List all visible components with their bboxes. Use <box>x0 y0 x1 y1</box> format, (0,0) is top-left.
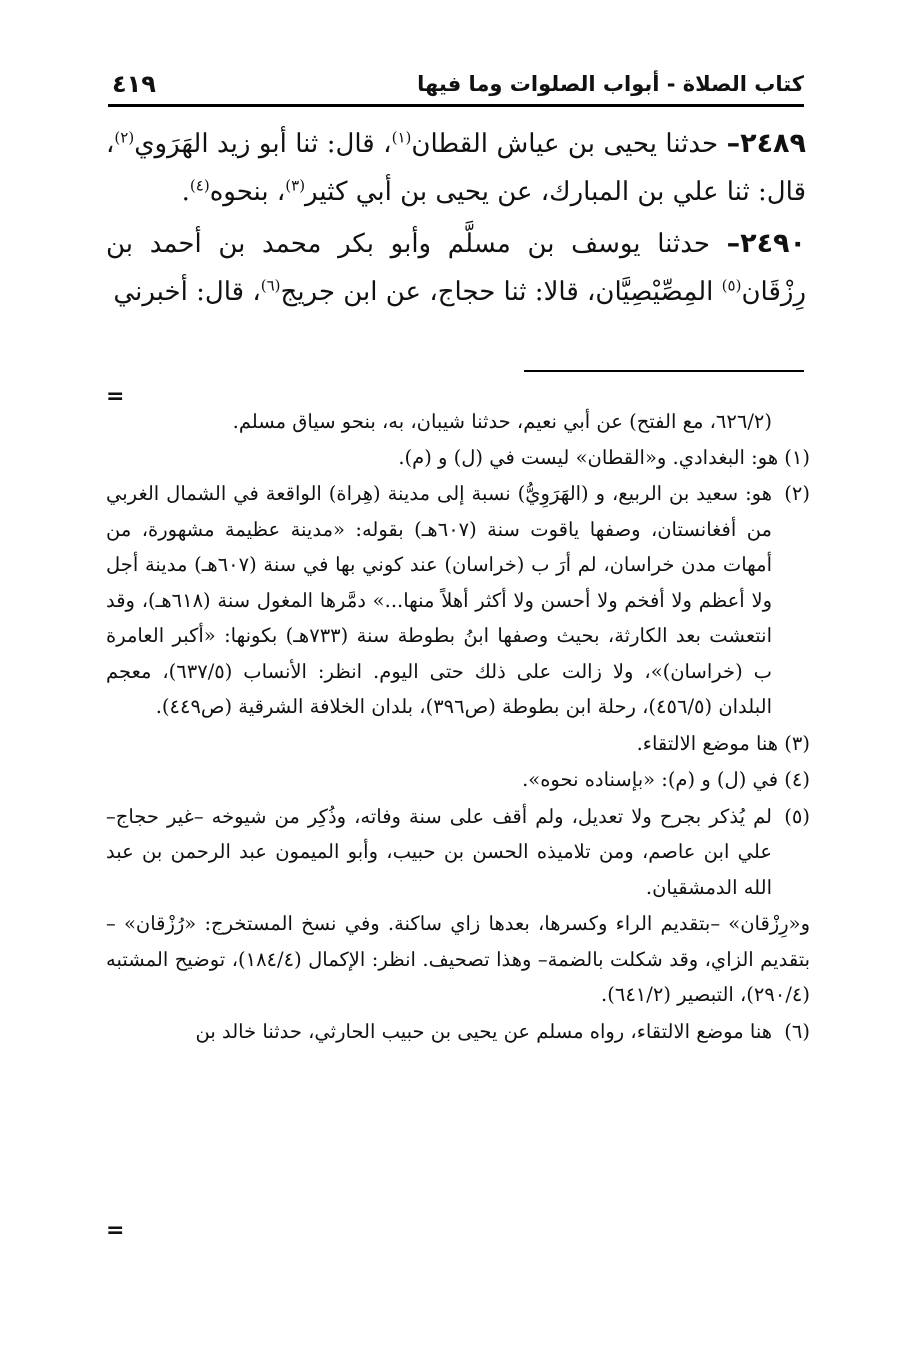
footnote-ref: (٥) <box>721 276 742 295</box>
running-title: كتاب الصلاة - أبواب الصلوات وما فيها <box>417 72 804 96</box>
hadith-text: ، قال: أخبرني <box>113 277 261 307</box>
footnote-separator <box>524 370 804 372</box>
hadith-text: المِصِّيْصِيَّان، قالا: ثنا حجاج، عن ابن جريج <box>280 277 722 307</box>
hadith-text: ، قال: ثنا علي بن المبارك، عن يحيى بن أبي كثير <box>106 129 806 207</box>
footnote-2 <box>106 476 810 725</box>
continuation-mark-top: = <box>106 384 125 409</box>
footnote-ref: (١) <box>391 128 412 147</box>
header-rule <box>108 104 804 107</box>
footnote-5-continuation: و«رِزْقان» –بتقديم الراء وكسرها، بعدها زاي ساكنة. وفي نسخ المستخرج: «رُزْقان» –بتقديم الزاي، وقد شكلت بالضمة– وهذا تصحيف. انظر: الإكمال (١٨٤/٤)، توضيح المشتبه (٢٩٠/٤)، التبصير (٦٤١/٢). <box>106 912 810 1006</box>
hadith-text: ، قال: ثنا أبو زيد الهَرَوي <box>134 129 392 159</box>
page-number: ٤١٩ <box>112 70 156 98</box>
footnote-ref: (٣) <box>285 176 306 195</box>
continuation-mark-bottom: = <box>106 1218 125 1243</box>
footnote-text: لم يُذكر بجرح ولا تعديل، ولم أقف على سنة وفاته، وذُكِر من شيوخه –غير حجاج– علي ابن عاصم، ومن تلاميذه الحسن بن حبيب، وأبو الميمون عبد الرحمن بن عبد الله الدمشقيان. <box>106 804 772 899</box>
main-text <box>106 120 806 320</box>
hadith-number: ٢٤٨٩– <box>726 128 807 159</box>
footnote-ref: (٢) <box>114 128 135 147</box>
footnote-text: هنا موضع الالتقاء، رواه مسلم عن يحيى بن حبيب الحارثي، حدثنا خالد بن <box>195 1019 772 1043</box>
hadith-2489 <box>106 120 806 216</box>
footnote-ref: (٤) <box>189 176 210 195</box>
footnote-text: هو: سعيد بن الربيع، و (الهَرَوِيُّ) نسبة إلى مدينة (هِراة) الواقعة في الشمال الغربي من أفغانستان، وصفها ياقوت سنة (٦٠٧هـ) بقوله: «مدينة عظيمة مشهورة، من أمهات مدن خراسان، لم أرَ ب (خراسان) عند كوني بها في سنة (٦٠٧هـ) مدينة أجل ولا أعظم ولا أفخم ولا أحسن ولا أكثر أهلاً منها...» دمَّرها المغول سنة (٦١٨هـ)، وقد انتعشت بعد الكارثة، بحيث وصفها ابنُ بطوطة سنة (٧٣٣هـ) بكونها: «أكبر العامرة ب (خراسان)»، ولا زالت على ذلك حتى اليوم. انظر: الأنساب (٦٣٧/٥)، معجم البلدان (٤٥٦/٥)، رحلة ابن بطوطة (ص٣٩٦)، بلدان الخلافة الشرقية (ص٤٤٩). <box>106 482 773 718</box>
hadith-text: ، بنحوه <box>209 177 286 207</box>
hadith-text: حدثنا يحيى بن عياش القطان <box>411 129 719 159</box>
hadith-number: ٢٤٩٠– <box>726 228 807 259</box>
footnote-1: (١) هو: البغدادي. و«القطان» ليست في (ل) و (م). <box>398 445 810 469</box>
footnote-5 <box>106 799 810 906</box>
page-header <box>112 68 804 104</box>
hadith-text: حدثنا يوسف بن مسلَّم وأبو بكر محمد بن أحمد بن رِزْقَان <box>106 229 806 307</box>
hadith-text: . <box>181 177 190 207</box>
footnote-6 <box>106 1014 810 1050</box>
footnote-carryover: (٦٢٦/٢، مع الفتح) عن أبي نعيم، حدثنا شيبان، به، بنحو سياق مسلم. <box>232 410 772 433</box>
footnote-3: (٣) هنا موضع الالتقاء. <box>636 731 810 755</box>
hadith-2490 <box>106 220 806 316</box>
footnote-number: (٥) <box>784 804 810 828</box>
footnote-ref: (٦) <box>260 276 281 295</box>
footnote-number: (٢) <box>784 482 810 505</box>
footnote-number: (٦) <box>784 1019 810 1043</box>
footnote-4: (٤) في (ل) و (م): «بإسناده نحوه». <box>522 768 810 791</box>
footnotes <box>106 404 810 1050</box>
